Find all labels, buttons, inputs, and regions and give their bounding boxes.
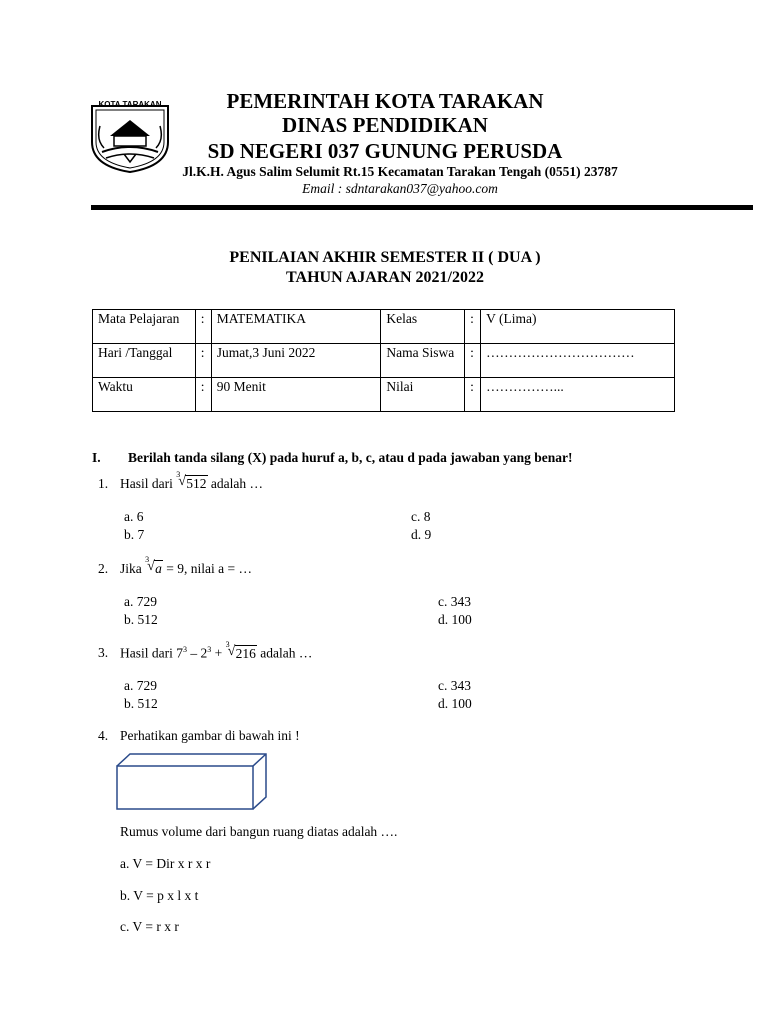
table-row: [93, 310, 675, 344]
info-label: Kelas: [381, 310, 465, 344]
info-value: 90 Menit: [211, 378, 381, 412]
section-instruction: Berilah tanda silang (X) pada huruf a, b, c, atau d pada jawaban yang benar!: [128, 450, 573, 465]
info-colon: :: [195, 310, 211, 344]
q2-option-d[interactable]: d. 100: [438, 612, 472, 627]
info-value: ……………...: [481, 378, 675, 412]
logo-text: KOTA TARAKAN: [98, 100, 162, 109]
info-value: ……………………………: [481, 344, 675, 378]
q3-option-a[interactable]: a. 729: [124, 678, 157, 693]
header-email: Email : sdntarakan037@yahoo.com: [302, 181, 498, 196]
question-2-number: 2.: [98, 561, 109, 576]
q1-option-b[interactable]: b. 7: [124, 527, 145, 542]
question-3-number: 3.: [98, 645, 109, 660]
exam-year: TAHUN AJARAN 2021/2022: [286, 269, 484, 286]
info-colon: :: [195, 344, 211, 378]
question-4-text: Perhatikan gambar di bawah ini !: [120, 728, 300, 743]
q2-option-b[interactable]: b. 512: [124, 612, 158, 627]
info-colon: :: [465, 344, 481, 378]
q2-option-a[interactable]: a. 729: [124, 594, 157, 609]
info-value: V (Lima): [481, 310, 675, 344]
question-4-prompt: Rumus volume dari bangun ruang diatas adalah ….: [120, 824, 398, 839]
q1-option-a[interactable]: a. 6: [124, 509, 144, 524]
q1-option-d[interactable]: d. 9: [411, 527, 432, 542]
cube-root: 3 √ 216: [225, 639, 256, 661]
q4-option-a[interactable]: a. V = Dir x r x r: [120, 856, 211, 871]
q4-option-b[interactable]: b. V = p x l x t: [120, 888, 199, 903]
info-colon: :: [465, 310, 481, 344]
header-address: Jl.K.H. Agus Salim Selumit Rt.15 Kecamatan Tarakan Tengah (0551) 23787: [182, 164, 618, 179]
section-number: I.: [92, 450, 101, 465]
question-1-number: 1.: [98, 476, 109, 491]
cube-root: 3 √ a: [145, 555, 162, 576]
info-colon: :: [465, 378, 481, 412]
question-4-number: 4.: [98, 728, 109, 743]
info-label: Waktu: [93, 378, 196, 412]
header-divider: [91, 205, 753, 210]
header-school: SD NEGERI 037 GUNUNG PERUSDA: [207, 139, 563, 163]
info-label: Mata Pelajaran: [93, 310, 196, 344]
info-label: Hari /Tanggal: [93, 344, 196, 378]
q3-option-b[interactable]: b. 512: [124, 696, 158, 711]
question-2-text: Jika 3 √ a = 9, nilai a = …: [120, 555, 252, 576]
q2-option-c[interactable]: c. 343: [438, 594, 471, 609]
info-value: MATEMATIKA: [211, 310, 381, 344]
info-value: Jumat,3 Juni 2022: [211, 344, 381, 378]
table-row: [93, 378, 675, 412]
student-info-table: [92, 309, 675, 412]
header-agency: DINAS PENDIDIKAN: [282, 113, 488, 137]
header-government: PEMERINTAH KOTA TARAKAN: [226, 89, 544, 113]
question-1-text: Hasil dari 3 √ 512 adalah …: [120, 470, 263, 491]
q4-option-c[interactable]: c. V = r x r: [120, 919, 179, 934]
info-colon: :: [195, 378, 211, 412]
q1-option-c[interactable]: c. 8: [411, 509, 431, 524]
info-label: Nama Siswa: [381, 344, 465, 378]
exam-title: PENILAIAN AKHIR SEMESTER II ( DUA ): [229, 249, 541, 266]
cuboid-figure: [114, 752, 270, 812]
question-3-text: Hasil dari $7^3 - 2^3$ + 3 √ 216 adalah …: [120, 639, 313, 661]
q3-option-d[interactable]: d. 100: [438, 696, 472, 711]
table-row: [93, 344, 675, 378]
info-label: Nilai: [381, 378, 465, 412]
q3-option-c[interactable]: c. 343: [438, 678, 471, 693]
cube-root: 3 √ 512: [176, 470, 207, 491]
